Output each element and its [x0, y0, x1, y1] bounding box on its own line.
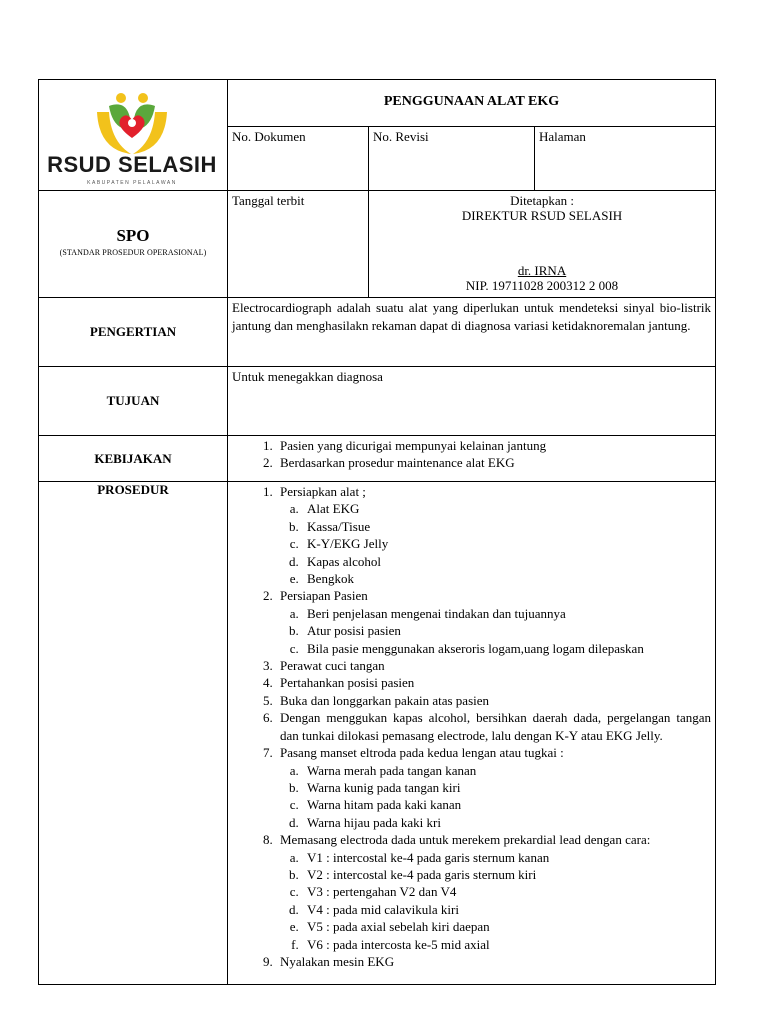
prosedur-step — [276, 709, 711, 744]
prosedur-substep: c. V3 : pertengahan V2 dan V4 — [302, 883, 711, 900]
list-item: 2. Berdasarkan prosedur maintenance alat EKG — [276, 454, 711, 471]
no-dokumen: No. Dokumen — [228, 127, 369, 191]
prosedur-cell — [228, 482, 716, 985]
prosedur-step-text: Persiapan Pasien — [280, 588, 368, 604]
hospital-brand: RSUD SELASIH — [47, 152, 217, 177]
no-revisi: No. Revisi — [369, 127, 535, 191]
signatory-name: dr. IRNA — [517, 263, 567, 278]
prosedur-step — [276, 744, 711, 831]
prosedur-substeps — [280, 762, 711, 832]
prosedur-substep: b. Kassa/Tisue — [302, 518, 711, 535]
list-item: 1. Pasien yang dicurigai mempunyai kelainan jantung — [276, 437, 711, 454]
prosedur-substep: b. Warna kunig pada tangan kiri — [302, 779, 711, 796]
prosedur-substep: a. Alat EKG — [302, 500, 711, 517]
hospital-sub: KABUPATEN PELALAWAN — [87, 180, 177, 186]
prosedur-step — [276, 831, 711, 953]
prosedur-step-text: Pertahankan posisi pasien — [280, 675, 415, 691]
prosedur-substep: e. V5 : pada axial sebelah kiri daepan — [302, 918, 711, 935]
prosedur-substep: d. V4 : pada mid calavikula kiri — [302, 901, 711, 918]
pengertian-label: PENGERTIAN — [39, 298, 228, 367]
prosedur-step — [276, 692, 711, 709]
kebijakan-list — [232, 437, 711, 472]
prosedur-substep: f. V6 : pada intercosta ke-5 mid axial — [302, 936, 711, 953]
prosedur-substep: a. Beri penjelasan mengenai tindakan dan tujuannya — [302, 605, 711, 622]
spo-document — [38, 79, 715, 985]
document-title: PENGGUNAAN ALAT EKG — [228, 80, 716, 127]
prosedur-step-text: Buka dan longgarkan pakain atas pasien — [280, 692, 490, 708]
direktur-label: DIREKTUR RSUD SELASIH — [461, 208, 623, 223]
prosedur-substeps — [280, 500, 711, 587]
kebijakan-cell — [228, 436, 716, 482]
spo-table — [38, 79, 716, 985]
ditetapkan-label: Ditetapkan : — [510, 193, 574, 208]
prosedur-substep: c. Warna hitam pada kaki kanan — [302, 796, 711, 813]
prosedur-step — [276, 674, 711, 691]
spo-title: SPO — [116, 226, 150, 245]
prosedur-step-text: Pasang manset eltroda pada kedua lengan atau tugkai : — [280, 745, 564, 761]
prosedur-substep: a. V1 : intercostal ke-4 pada garis sternum kanan — [302, 849, 711, 866]
tujuan-label: TUJUAN — [39, 367, 228, 436]
prosedur-list — [232, 483, 711, 970]
prosedur-substeps — [280, 849, 711, 953]
prosedur-step — [276, 483, 711, 587]
prosedur-substep: b. V2 : intercostal ke-4 pada garis sternum kiri — [302, 866, 711, 883]
prosedur-step — [276, 587, 711, 657]
prosedur-label: PROSEDUR — [39, 482, 228, 985]
halaman: Halaman — [535, 127, 716, 191]
pengertian-text: Electrocardiograph adalah suatu alat yang diperlukan untuk mendeteksi sinyal bio-listrik jantung dan menghasilakn rekaman dapat di diagnosa variasi ketidaknoremalan jantung. — [228, 298, 716, 367]
prosedur-substep: a. Warna merah pada tangan kanan — [302, 762, 711, 779]
prosedur-substep: d. Kapas alcohol — [302, 553, 711, 570]
prosedur-step — [276, 953, 711, 970]
prosedur-substeps — [280, 605, 711, 657]
prosedur-step-text: Perawat cuci tangan — [280, 658, 385, 674]
prosedur-substep: c. K-Y/EKG Jelly — [302, 535, 711, 552]
prosedur-step-text: Nyalakan mesin EKG — [280, 953, 395, 969]
kebijakan-label: KEBIJAKAN — [39, 436, 228, 482]
prosedur-substep: c. Bila pasie menggunakan akseroris logam,uang logam dilepaskan — [302, 640, 711, 657]
signatory-nip: NIP. 19711028 200312 2 008 — [465, 278, 619, 293]
spo-cell — [39, 191, 228, 298]
logo-cell — [39, 80, 228, 191]
prosedur-substep: e. Bengkok — [302, 570, 711, 587]
prosedur-substep: d. Warna hijau pada kaki kri — [302, 814, 711, 831]
spo-subtitle: (STANDAR PROSEDUR OPERASIONAL) — [59, 248, 207, 257]
tanggal-terbit: Tanggal terbit — [228, 191, 369, 298]
prosedur-step — [276, 657, 711, 674]
prosedur-step-text: Dengan menggukan kapas alcohol, bersihkan daerah dada, pergelangan tangan dan tunkai dilokasi pemasang electrode, lalu dengan K-Y atau EKG Jelly. — [280, 710, 712, 743]
tujuan-text: Untuk menegakkan diagnosa — [228, 367, 716, 436]
ditetapkan-cell — [369, 191, 716, 298]
prosedur-step-text: Persiapkan alat ; — [280, 484, 366, 499]
prosedur-step-text: Memasang electroda dada untuk merekem prekardial lead dengan cara: — [280, 832, 651, 848]
prosedur-substep: b. Atur posisi pasien — [302, 622, 711, 639]
